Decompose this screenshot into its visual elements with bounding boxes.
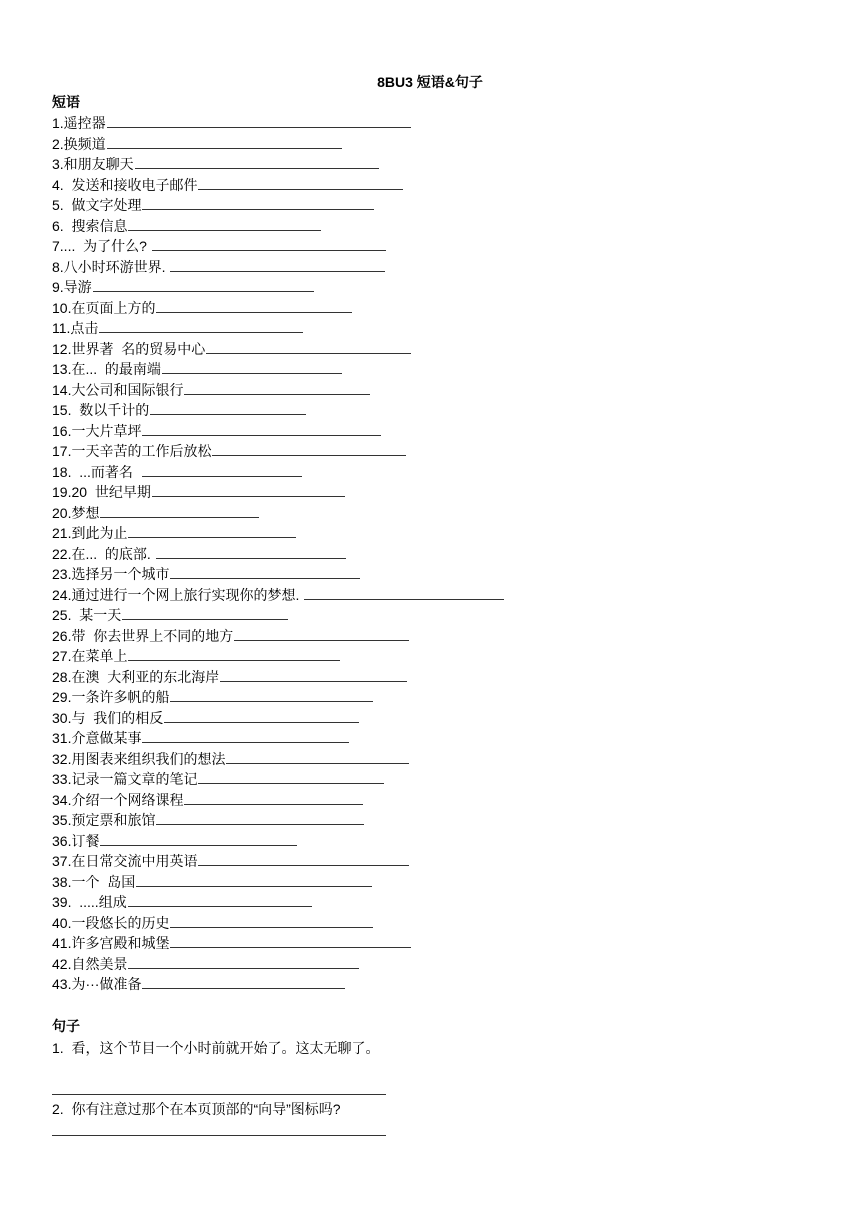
phrase-answer-blank[interactable] [142,974,345,989]
phrase-text: 40.一段悠长的历史 [52,914,170,931]
phrase-answer-blank[interactable] [142,195,374,210]
phrases-heading: 短语 [52,94,80,110]
phrase-text: 24.通过进行一个网上旅行实现你的梦想. [52,586,304,603]
phrase-text: 39. .....组成 [52,894,127,910]
phrase-text: 25. 某一天 [52,607,122,623]
phrase-text: 19.20 世纪早期 [52,484,151,500]
phrase-text: 28.在澳 大利亚的东北海岸 [52,668,220,685]
phrase-text: 3.和朋友聊天 [52,156,134,172]
sentence-item [52,1038,752,1058]
sentence-item [52,1099,752,1119]
phrase-answer-blank[interactable] [122,605,288,620]
phrase-text: 8.八小时环游世界. [52,258,170,275]
phrase-answer-blank[interactable] [152,236,386,251]
phrase-item [52,421,812,442]
phrase-item [52,851,812,872]
phrase-item [52,113,812,134]
sentence-answer-line[interactable] [52,1094,386,1095]
phrase-answer-blank[interactable] [128,646,340,661]
phrase-item [52,503,812,524]
phrase-answer-blank[interactable] [152,482,345,497]
phrase-answer-blank[interactable] [100,503,259,518]
phrase-answer-blank[interactable] [170,257,385,272]
sentence-text: 1. 看，这个节目一个小时前就开始了。这太无聊了。 [52,1040,380,1056]
phrase-answer-blank[interactable] [226,749,409,764]
phrase-item [52,257,812,278]
phrase-answer-blank[interactable] [135,154,379,169]
phrase-text: 20.梦想 [52,504,100,521]
phrase-text: 7.... 为了什么? [52,238,151,254]
phrase-text: 36.订餐 [52,832,100,849]
phrase-answer-blank[interactable] [156,544,346,559]
phrase-answer-blank[interactable] [107,134,342,149]
phrase-item [52,605,812,626]
phrase-answer-blank[interactable] [170,564,360,579]
phrase-item [52,626,812,647]
phrase-answer-blank[interactable] [212,441,406,456]
phrase-text: 5. 做文字处理 [52,197,142,213]
sentences-heading: 句子 [52,1018,80,1034]
phrase-text: 35.预定票和旅馆 [52,812,156,828]
phrase-answer-blank[interactable] [99,318,303,333]
phrase-item [52,400,812,421]
phrase-item [52,216,812,237]
phrase-text: 6. 搜索信息 [52,217,128,234]
phrase-text: 27.在菜单上 [52,648,128,664]
phrase-answer-blank[interactable] [198,851,409,866]
phrase-item [52,954,812,975]
phrase-item [52,195,812,216]
phrase-item [52,646,812,667]
phrase-text: 38.一个 岛国 [52,873,136,890]
phrase-item [52,790,812,811]
phrase-item [52,769,812,790]
phrase-item [52,913,812,934]
phrase-answer-blank[interactable] [234,626,409,641]
phrase-text: 21.到此为止 [52,525,128,541]
phrase-answer-blank[interactable] [142,421,381,436]
document-title: 8BU3 短语&句子 [377,74,483,90]
phrase-text: 2.换频道 [52,135,106,152]
phrase-item [52,667,812,688]
phrase-answer-blank[interactable] [198,769,384,784]
phrase-answer-blank[interactable] [93,277,314,292]
phrase-text: 26.带 你去世界上不同的地方 [52,627,234,644]
phrase-text: 31.介意做某事 [52,730,142,746]
phrase-text: 15. 数以千计的 [52,402,150,418]
phrase-item [52,134,812,155]
phrase-item [52,892,812,913]
phrase-text: 16.一大片草坪 [52,422,142,439]
phrase-item [52,380,812,401]
phrase-item [52,872,812,893]
phrase-answer-blank[interactable] [206,339,411,354]
phrase-text: 29.一条许多帆的船 [52,689,170,705]
phrase-item [52,441,812,462]
phrase-item [52,708,812,729]
phrase-item [52,974,812,995]
phrase-text: 37.在日常交流中用英语 [52,853,198,869]
phrase-item [52,277,812,298]
phrase-text: 30.与 我们的相反 [52,709,164,726]
phrase-answer-blank[interactable] [100,831,297,846]
phrase-item [52,544,812,565]
phrase-item [52,462,812,483]
phrase-answer-blank[interactable] [184,380,370,395]
phrase-answer-blank[interactable] [128,892,312,907]
phrase-answer-blank[interactable] [170,933,411,948]
phrase-answer-blank[interactable] [184,790,363,805]
phrase-text: 10.在页面上方的 [52,299,156,316]
phrase-item [52,564,812,585]
phrase-answer-blank[interactable] [304,585,504,600]
phrase-answer-blank[interactable] [170,687,373,702]
phrase-answer-blank[interactable] [107,113,411,128]
phrase-answer-blank[interactable] [162,359,342,374]
phrase-item [52,687,812,708]
phrase-answer-blank[interactable] [170,913,373,928]
phrase-text: 43.为···做准备 [52,976,142,992]
phrase-text: 22.在... 的底部. [52,545,155,562]
phrase-text: 32.用图表来组织我们的想法 [52,750,226,767]
phrase-item [52,831,812,852]
phrase-item [52,339,812,360]
phrase-item [52,154,812,175]
phrase-item [52,749,812,770]
phrase-answer-blank[interactable] [150,400,306,415]
phrase-text: 34.介绍一个网络课程 [52,791,184,808]
phrase-item [52,318,812,339]
phrase-item [52,298,812,319]
phrase-text: 42.自然美景 [52,955,128,972]
phrase-answer-blank[interactable] [142,462,302,477]
phrase-answer-blank[interactable] [142,728,349,743]
phrase-answer-blank[interactable] [198,175,403,190]
phrase-item [52,236,812,257]
phrase-item [52,359,812,380]
phrase-item [52,933,812,954]
phrase-text: 23.选择另一个城市 [52,566,170,582]
phrase-text: 13.在... 的最南端 [52,361,161,377]
phrase-item [52,482,812,503]
phrase-answer-blank[interactable] [128,216,321,231]
sentence-text: 2. 你有注意过那个在本页顶部的“向导”图标吗? [52,1101,341,1117]
phrase-list [52,113,812,995]
sentence-answer-line[interactable] [52,1135,386,1136]
phrase-answer-blank[interactable] [164,708,359,723]
phrase-text: 4. 发送和接收电子邮件 [52,176,198,193]
phrase-answer-blank[interactable] [156,810,364,825]
phrase-answer-blank[interactable] [128,954,359,969]
phrase-text: 14.大公司和国际银行 [52,381,184,398]
phrase-answer-blank[interactable] [156,298,352,313]
phrase-text: 12.世界著 名的贸易中心 [52,340,206,357]
phrase-item [52,728,812,749]
phrase-text: 9.导游 [52,279,92,295]
phrase-item [52,175,812,196]
phrase-answer-blank[interactable] [136,872,372,887]
phrase-item [52,585,812,606]
phrase-text: 11.点击 [52,320,99,336]
phrase-item [52,810,812,831]
phrase-text: 41.许多宫殿和城堡 [52,935,170,951]
phrase-text: 33.记录一篇文章的笔记 [52,771,198,787]
phrase-item [52,523,812,544]
phrase-answer-blank[interactable] [220,667,407,682]
phrase-text: 17.一天辛苦的工作后放松 [52,443,212,459]
phrase-text: 1.遥控器 [52,115,106,131]
phrase-text: 18. ...而著名 [52,463,141,480]
phrase-answer-blank[interactable] [128,523,296,538]
